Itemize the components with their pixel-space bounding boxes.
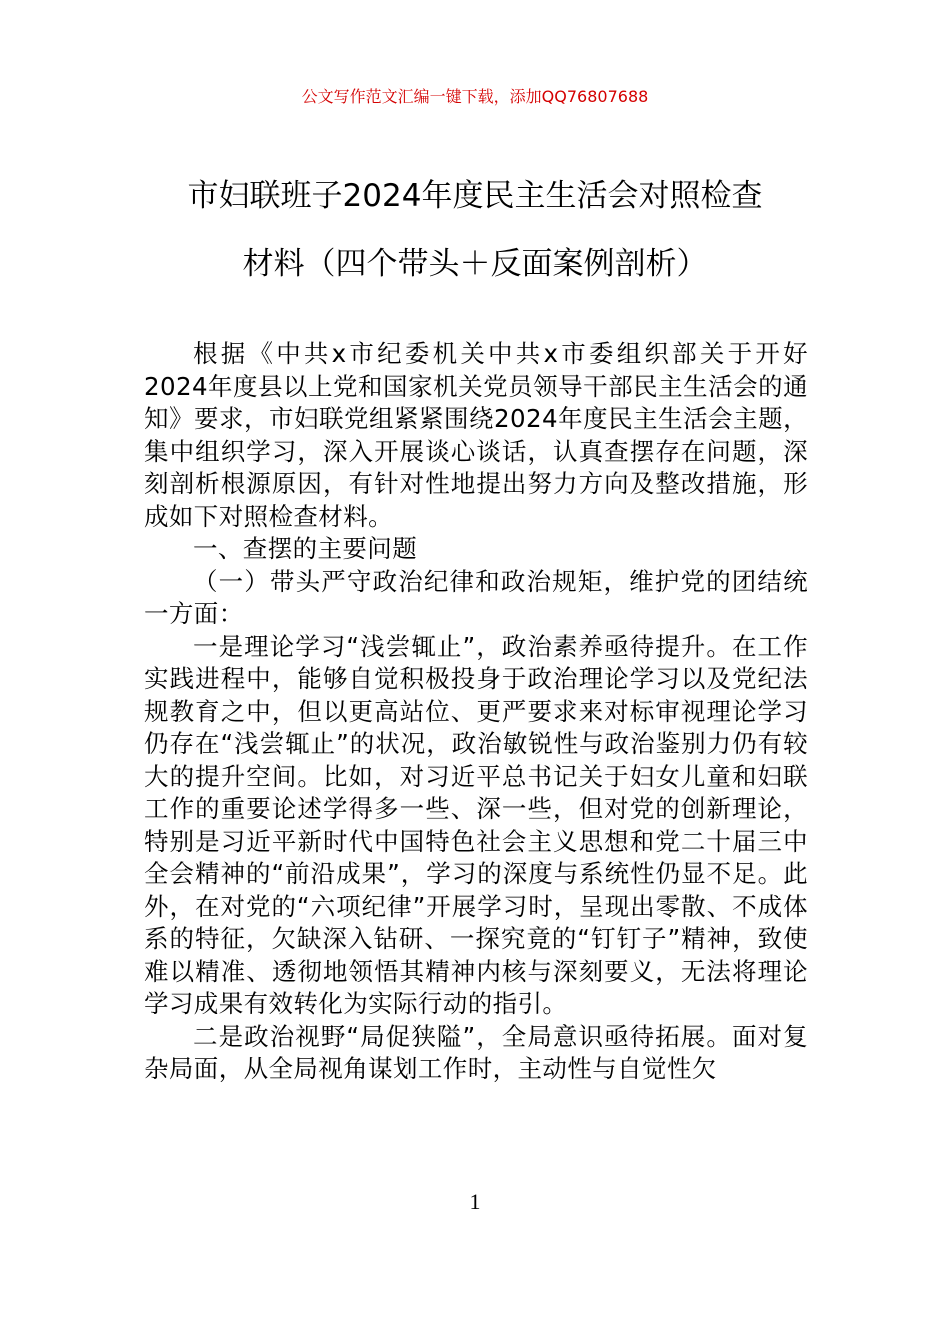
subsection-heading-1: （一）带头严守政治纪律和政治规矩，维护党的团结统一方面：: [144, 566, 808, 628]
section-heading-1: 一、查摆的主要问题: [193, 534, 418, 563]
document-body: [144, 338, 808, 1086]
paragraph-intro: 根据《中共x市纪委机关中共x市委组织部关于开好2024年度县以上党和国家机关党员领导干部民主生活会的通知》要求，市妇联党组紧紧围绕2024年度民主生活会主题，集中组织学习，深入开展谈心谈话，认真查摆存在问题，深刻剖析根源原因，有针对性地提出努力方向及整改措施，形成如下对照检查材料。: [144, 339, 808, 531]
paragraph-point-2: 二是政治视野“局促狭隘”，全局意识亟待拓展。面对复杂局面，从全局视角谋划工作时，主动性与自觉性欠: [144, 1021, 808, 1083]
document-title-line-2: 材料（四个带头＋反面案例剖析）: [242, 246, 708, 282]
header-ad-text: 公文写作范文汇编一键下载，添加QQ76807688: [301, 87, 649, 106]
paragraph-point-1: 一是理论学习“浅尝辄止”，政治素养亟待提升。在工作实践进程中，能够自觉积极投身于政治理论学习以及党纪法规教育之中，但以更高站位、更严要求来对标审视理论学习仍存在“浅尝辄止”的状况，政治敏锐性与政治鉴别力仍有较大的提升空间。比如，对习近平总书记关于妇女儿童和妇联工作的重要论述学得多一些、深一些，但对党的创新理论，特别是习近平新时代中国特色社会主义思想和党二十届三中全会精神的“前沿成果”，学习的深度与系统性仍显不足。此外，在对党的“六项纪律”开展学习时，呈现出零散、不成体系的特征，欠缺深入钻研、一探究竟的“钉钉子”精神，致使难以精准、透彻地领悟其精神内核与深刻要义，无法将理论学习成果有效转化为实际行动的指引。: [144, 631, 808, 1018]
document-title-line-1: 市妇联班子2024年度民主生活会对照检查: [187, 178, 763, 214]
page-number: 1: [469, 1189, 481, 1214]
